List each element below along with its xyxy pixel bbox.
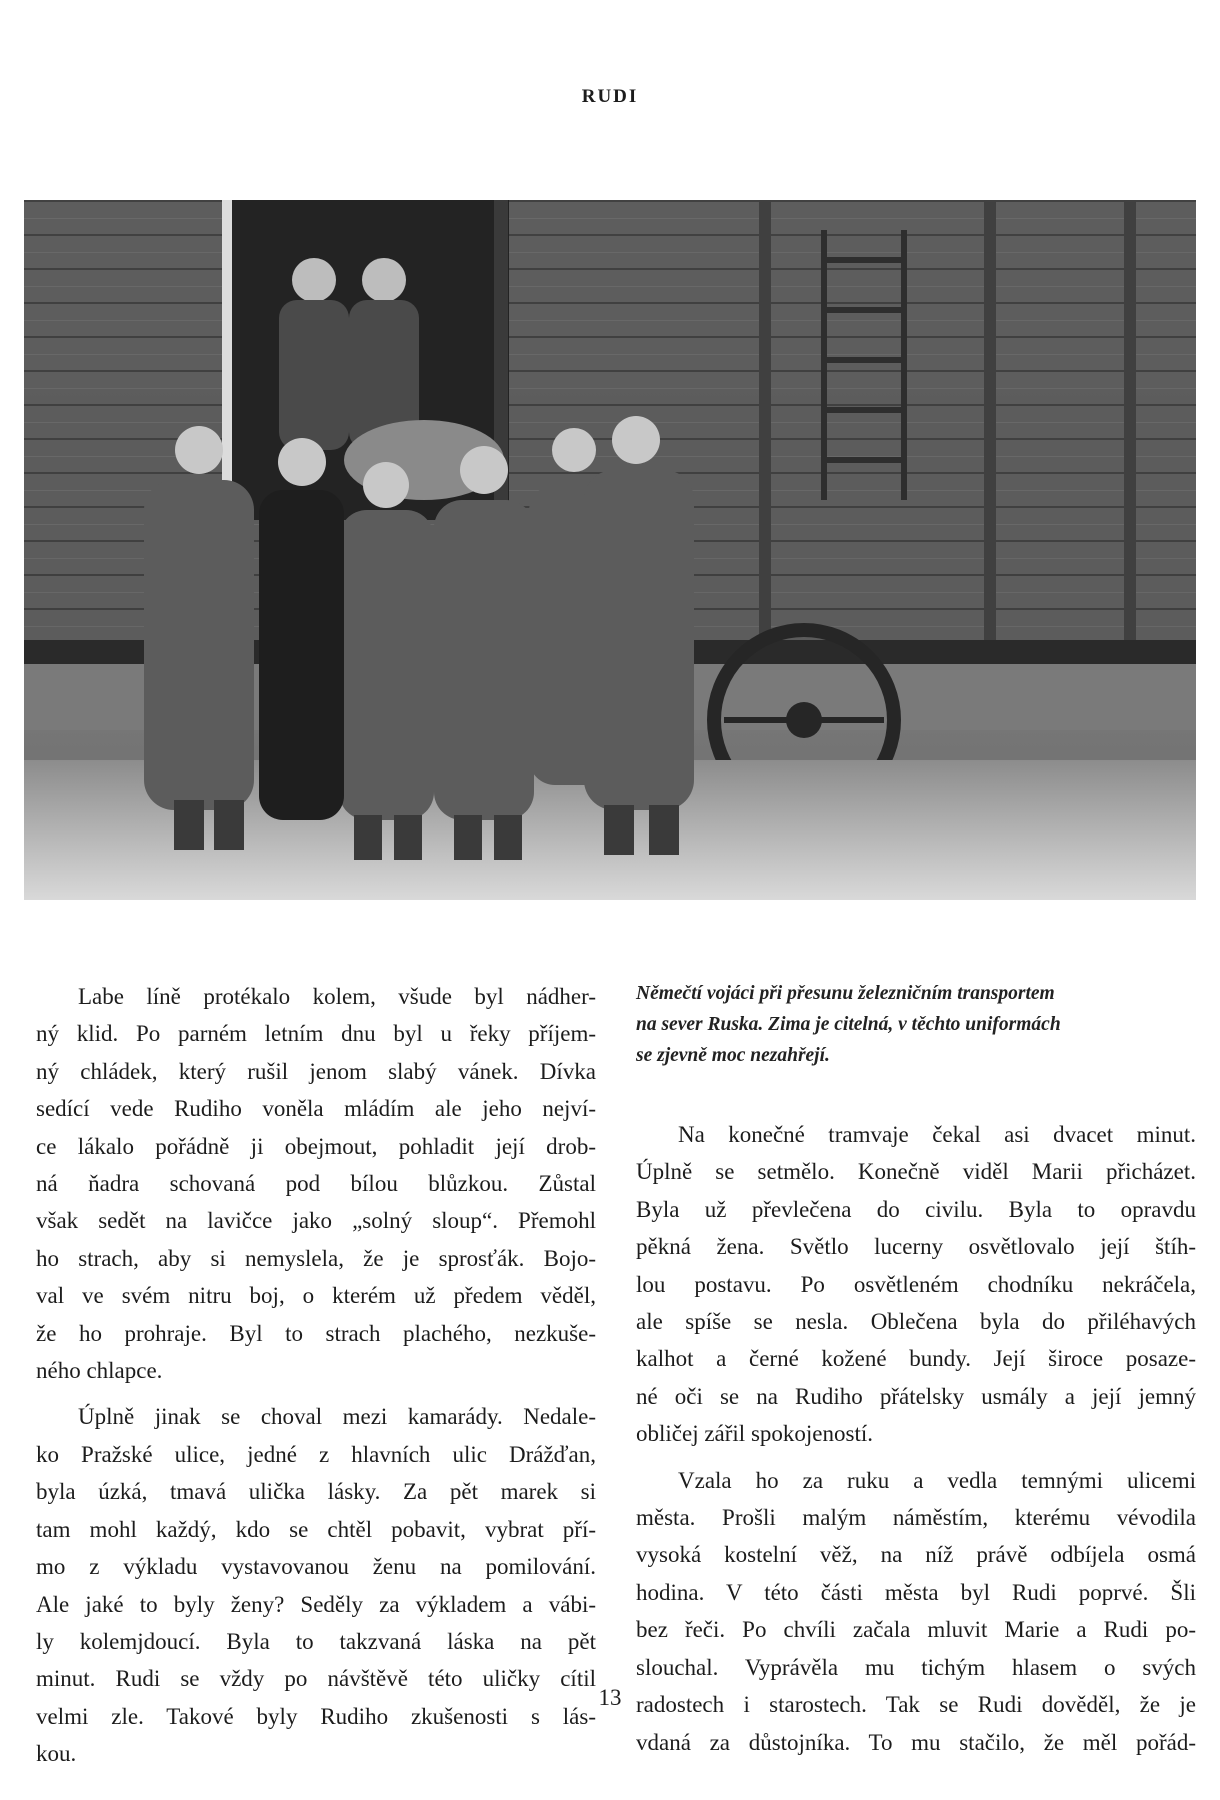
text-line: vdaná za důstojníka. To mu stačilo, že měl pořád-: [636, 1729, 1196, 1755]
text-line: byla úzká, tmavá ulička lásky. Za pět marek si: [36, 1479, 596, 1505]
running-head: RUDI: [581, 86, 639, 107]
text-line: ly kolemjdoucí. Byla to takzvaná láska na pět: [36, 1628, 596, 1654]
text-line: že ho prohraje. Byl to strach plachého, nezkuše-: [36, 1320, 596, 1346]
text-line: ného chlapce.: [36, 1358, 163, 1384]
text-line: obličej zářil spokojeností.: [636, 1421, 873, 1447]
text-line: mo z výkladu vystavovanou ženu na pomilování.: [36, 1554, 596, 1580]
text-line: Úplně se setmělo. Konečně viděl Marii přicházet.: [636, 1159, 1196, 1185]
text-line: Ale jaké to byly ženy? Seděly za výkladem a vábi-: [36, 1591, 596, 1617]
paragraph: [636, 1462, 1196, 1761]
caption-line: na sever Ruska. Zima je citelná, v těchto uniformách: [636, 1014, 1061, 1035]
text-line: ná ňadra schovaná pod bílou blůzkou. Zůstal: [36, 1171, 596, 1197]
text-line: ko Pražské ulice, jedné z hlavních ulic Drážďan,: [36, 1441, 596, 1467]
paragraph: [36, 1398, 596, 1772]
caption-line: Němečtí vojáci při přesunu železničním transportem: [636, 983, 1055, 1004]
text-line: Vzala ho za ruku a vedla temnými ulicemi: [678, 1467, 1196, 1493]
text-line: ný klid. Po parném letním dnu byl u řeky příjem-: [36, 1021, 596, 1047]
paragraph: [636, 1116, 1196, 1453]
text-line: však sedět na lavičce jako „solný sloup“. Přemohl: [36, 1208, 596, 1234]
text-line: sedící vede Rudiho voněla mládím ale jeho nejví-: [36, 1096, 596, 1122]
text-line: né oči se na Rudiho přátelsky usmály a její jemný: [636, 1383, 1196, 1409]
photograph: [24, 200, 1196, 900]
text-line: kou.: [36, 1741, 77, 1767]
text-line: Byla už převlečena do civilu. Byla to opravdu: [636, 1196, 1196, 1222]
text-line: pěkná žena. Světlo lucerny osvětlovalo její štíh-: [636, 1234, 1196, 1260]
page-number: 13: [598, 1685, 622, 1710]
text-line: Labe líně protékalo kolem, všude byl nádher-: [78, 984, 596, 1009]
text-line: ho strach, aby si nemyslela, že je sprosťák. Bojo-: [36, 1245, 596, 1271]
paragraph: [36, 978, 596, 1389]
photograph-illustration: [24, 200, 1196, 900]
text-line: ale spíše se nesla. Oblečena byla do přiléhavých: [636, 1309, 1196, 1335]
text-line: slouchal. Vyprávěla mu tichým hlasem o svých: [636, 1654, 1196, 1680]
text-line: ný chládek, který rušil jenom slabý vánek. Dívka: [36, 1058, 596, 1084]
text-line: Úplně jinak se choval mezi kamarády. Nedale-: [78, 1404, 596, 1430]
text-line: města. Prošli malým náměstím, kterému vévodila: [636, 1505, 1196, 1531]
text-line: minut. Rudi se vždy po návštěvě této uličky cítil: [36, 1666, 596, 1692]
left-column: [36, 978, 596, 1773]
text-line: ce lákalo pořádně ji obejmout, pohladit její drob-: [36, 1133, 596, 1159]
caption-line: se zjevně moc nezahřejí.: [636, 1045, 830, 1066]
text-line: kalhot a černé kožené bundy. Její široce posaze-: [636, 1346, 1196, 1372]
text-line: radostech i starostech. Tak se Rudi dověděl, že je: [636, 1692, 1196, 1718]
text-line: Na konečné tramvaje čekal asi dvacet minut.: [678, 1122, 1196, 1147]
text-line: val ve svém nitru boj, o kterém už předem věděl,: [36, 1283, 596, 1309]
text-line: vysoká kostelní věž, na níž právě odbíjela osmá: [636, 1542, 1196, 1568]
text-line: lou postavu. Po osvětleném chodníku nekráčela,: [636, 1271, 1196, 1297]
photo-caption: [636, 978, 1196, 1071]
text-line: velmi zle. Takové byly Rudiho zkušenosti s lás-: [36, 1703, 596, 1729]
text-line: bez řeči. Po chvíli začala mluvit Marie a Rudi po-: [636, 1617, 1196, 1643]
right-column: [636, 978, 1196, 1761]
text-line: tam mohl každý, kdo se chtěl pobavit, vybrat pří-: [36, 1516, 596, 1542]
text-line: hodina. V této části města byl Rudi poprvé. Šli: [636, 1579, 1196, 1605]
